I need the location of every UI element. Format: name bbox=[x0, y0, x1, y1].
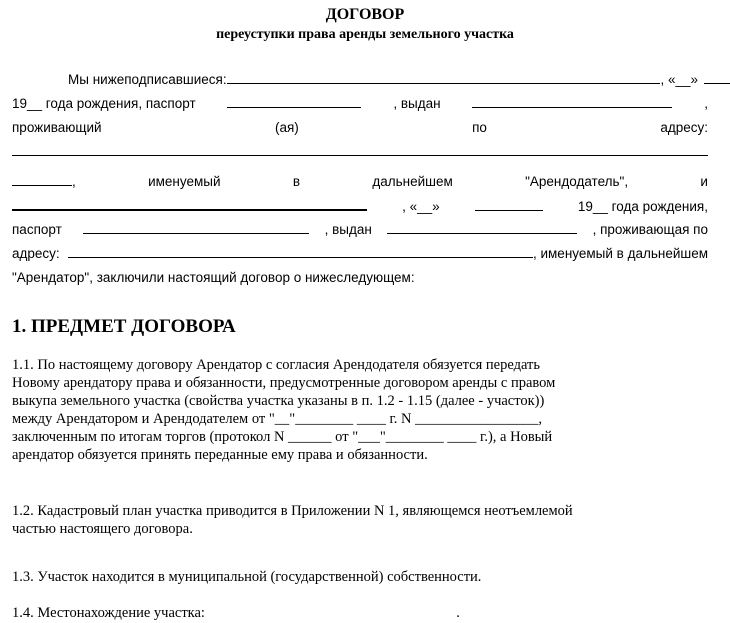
blank-field bbox=[12, 196, 367, 211]
paragraph-line: 1.1. По настоящему договору Арендатор с согласия Арендодателя обязуется передать bbox=[12, 357, 540, 373]
preamble-line-2 bbox=[12, 94, 708, 114]
section-heading: 1. ПРЕДМЕТ ДОГОВОРА bbox=[12, 316, 236, 337]
preamble-line-7 bbox=[12, 220, 708, 240]
preamble-text: 19__ года рождения, паспорт bbox=[12, 96, 196, 111]
document-title: ДОГОВОР bbox=[325, 6, 405, 23]
preamble-text: проживающий bbox=[12, 120, 102, 135]
paragraph-line: Новому арендатору права и обязанности, предусмотренные договором аренды с правом bbox=[12, 375, 556, 391]
paragraph-1-2 bbox=[12, 502, 712, 538]
paragraph-line: выкупа земельного участка (свойства участка указаны в п. 1.2 - 1.15 (далее - участок)) bbox=[12, 393, 545, 409]
preamble-text: адресу: bbox=[12, 246, 60, 261]
blank-field bbox=[472, 94, 672, 108]
preamble-text: , выдан bbox=[324, 222, 372, 237]
preamble-text: адресу: bbox=[660, 120, 708, 135]
preamble-text: в bbox=[292, 174, 301, 189]
preamble-text: 19__ года рождения, bbox=[577, 199, 708, 214]
preamble-text: , «__» bbox=[660, 72, 698, 87]
preamble-text: (ая) bbox=[274, 120, 299, 135]
paragraph-text: . bbox=[456, 605, 460, 621]
paragraph-1-3: 1.3. Участок находится в муниципальной (государственной) собственности. bbox=[12, 569, 482, 585]
preamble-text: по bbox=[472, 120, 487, 135]
preamble-text: "Арендодатель", bbox=[525, 174, 629, 189]
paragraph-line: арендатор обязуется принять переданные ему права и обязанности. bbox=[12, 447, 428, 463]
preamble-text: , bbox=[72, 174, 76, 189]
blank-field bbox=[227, 70, 661, 84]
paragraph-1-4 bbox=[12, 604, 712, 622]
document-subtitle: переуступки права аренды земельного участка bbox=[216, 27, 514, 42]
blank-field bbox=[12, 142, 708, 156]
preamble-text: дальнейшем bbox=[372, 174, 453, 189]
preamble-text: , именуемый в дальнейшем bbox=[532, 246, 708, 261]
blank-field bbox=[387, 220, 577, 234]
paragraph-1-1 bbox=[12, 356, 712, 464]
blank-field bbox=[83, 220, 309, 234]
preamble-line-8 bbox=[12, 244, 708, 264]
preamble-line-1 bbox=[12, 70, 730, 90]
preamble-text: и bbox=[700, 174, 708, 189]
preamble-line-5 bbox=[12, 172, 708, 192]
preamble-text: Мы нижеподписавшиеся: bbox=[68, 72, 227, 87]
blank-field bbox=[68, 244, 533, 258]
paragraph-line: 1.2. Кадастровый план участка приводится в Приложении N 1, являющемся неотъемлемой bbox=[12, 503, 573, 519]
blank-field bbox=[475, 197, 543, 211]
blank-field bbox=[227, 94, 361, 108]
preamble-line-4 bbox=[12, 142, 708, 162]
preamble-text: паспорт bbox=[12, 222, 62, 237]
preamble-text: , выдан bbox=[393, 96, 441, 111]
blank-field bbox=[704, 70, 730, 84]
blank-field bbox=[12, 172, 72, 186]
preamble-text-group bbox=[12, 172, 76, 192]
preamble-line-3 bbox=[12, 118, 708, 138]
preamble-line-6 bbox=[12, 196, 708, 216]
preamble-text: , bbox=[704, 96, 708, 111]
paragraph-line: между Арендатором и Арендодателем от "__"________ ____ г. N _________________, bbox=[12, 411, 542, 427]
paragraph-line: заключенным по итогам торгов (протокол N ______ от "___"________ ____ г.), а Новый bbox=[12, 429, 553, 445]
preamble-text: именуемый bbox=[148, 174, 221, 189]
paragraph-text: 1.4. Местонахождение участка: bbox=[12, 605, 205, 621]
paragraph-line: частью настоящего договора. bbox=[12, 521, 193, 537]
preamble-text: , проживающая по bbox=[592, 222, 708, 237]
preamble-line-9: "Арендатор", заключили настоящий договор о нижеследующем: bbox=[12, 270, 415, 285]
preamble-text: , «__» bbox=[402, 199, 440, 214]
